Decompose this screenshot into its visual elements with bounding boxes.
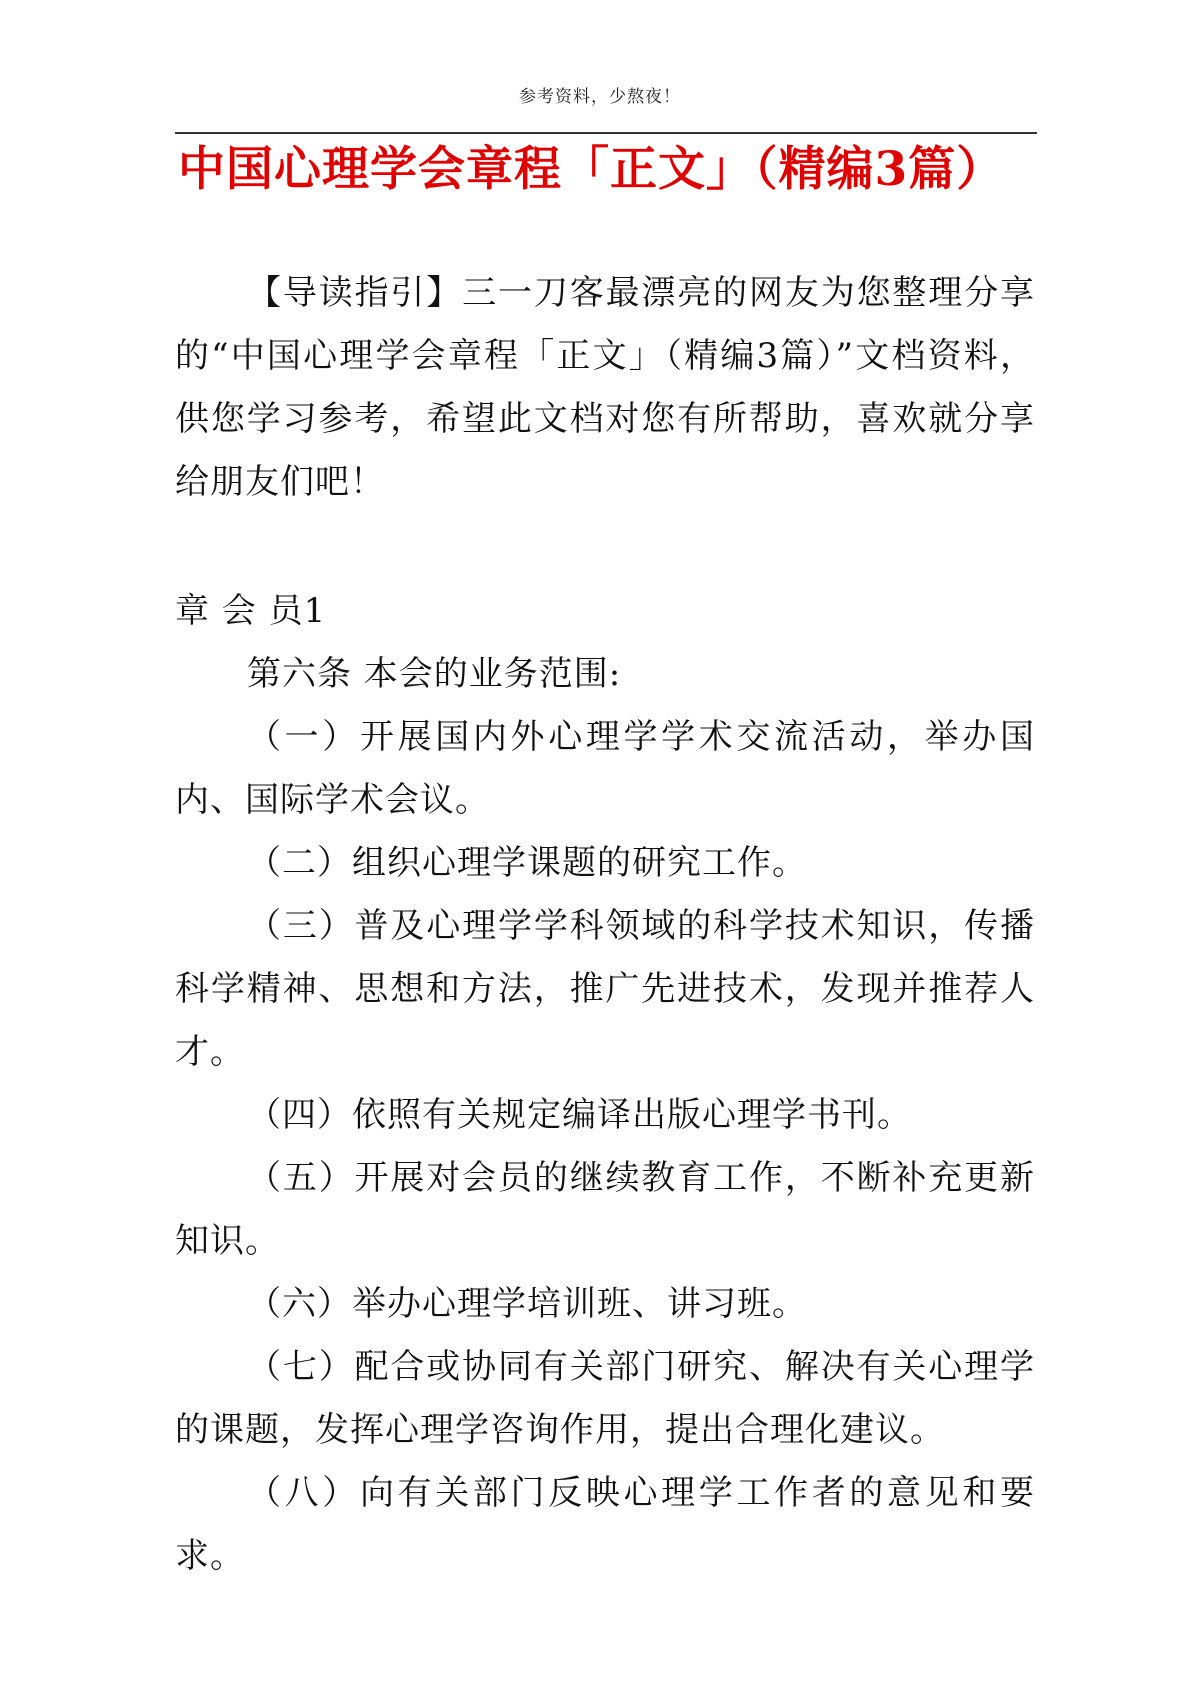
intro-paragraph: 【导读指引】三一刀客最漂亮的网友为您整理分享的“中国心理学会章程「正文」（精编3篇）”文档资料，供您学习参考，希望此文档对您有所帮助，喜欢就分享给朋友们吧！ — [175, 273, 1035, 502]
chapter-heading: 章 会 员1 — [175, 591, 327, 631]
article-item: （六）举办心理学培训班、讲习班。 — [247, 1284, 807, 1324]
article-heading: 第六条 本会的业务范围: — [247, 654, 622, 694]
article-item: （七）配合或协同有关部门研究、解决有关心理学的课题，发挥心理学咨询作用，提出合理化建议。 — [175, 1347, 1035, 1450]
article-item: （五）开展对会员的继续教育工作，不断补充更新知识。 — [175, 1158, 1035, 1261]
article-item: （一）开展国内外心理学学术交流活动，举办国内、国际学术会议。 — [175, 717, 1035, 820]
document-title: 中国心理学会章程「正文」（精编3篇） — [178, 142, 1005, 197]
article-item: （二）组织心理学课题的研究工作。 — [247, 843, 807, 883]
article-item: （四）依照有关规定编译出版心理学书刊。 — [247, 1095, 912, 1135]
article-item: （八）向有关部门反映心理学工作者的意见和要求。 — [175, 1473, 1035, 1576]
article-body — [175, 643, 1035, 1588]
header-note: 参考资料，少熬夜！ — [519, 87, 681, 107]
article-item: （三）普及心理学学科领域的科学技术知识，传播科学精神、思想和方法，推广先进技术，发现并推荐人才。 — [175, 906, 1035, 1072]
header-divider — [175, 132, 1037, 134]
